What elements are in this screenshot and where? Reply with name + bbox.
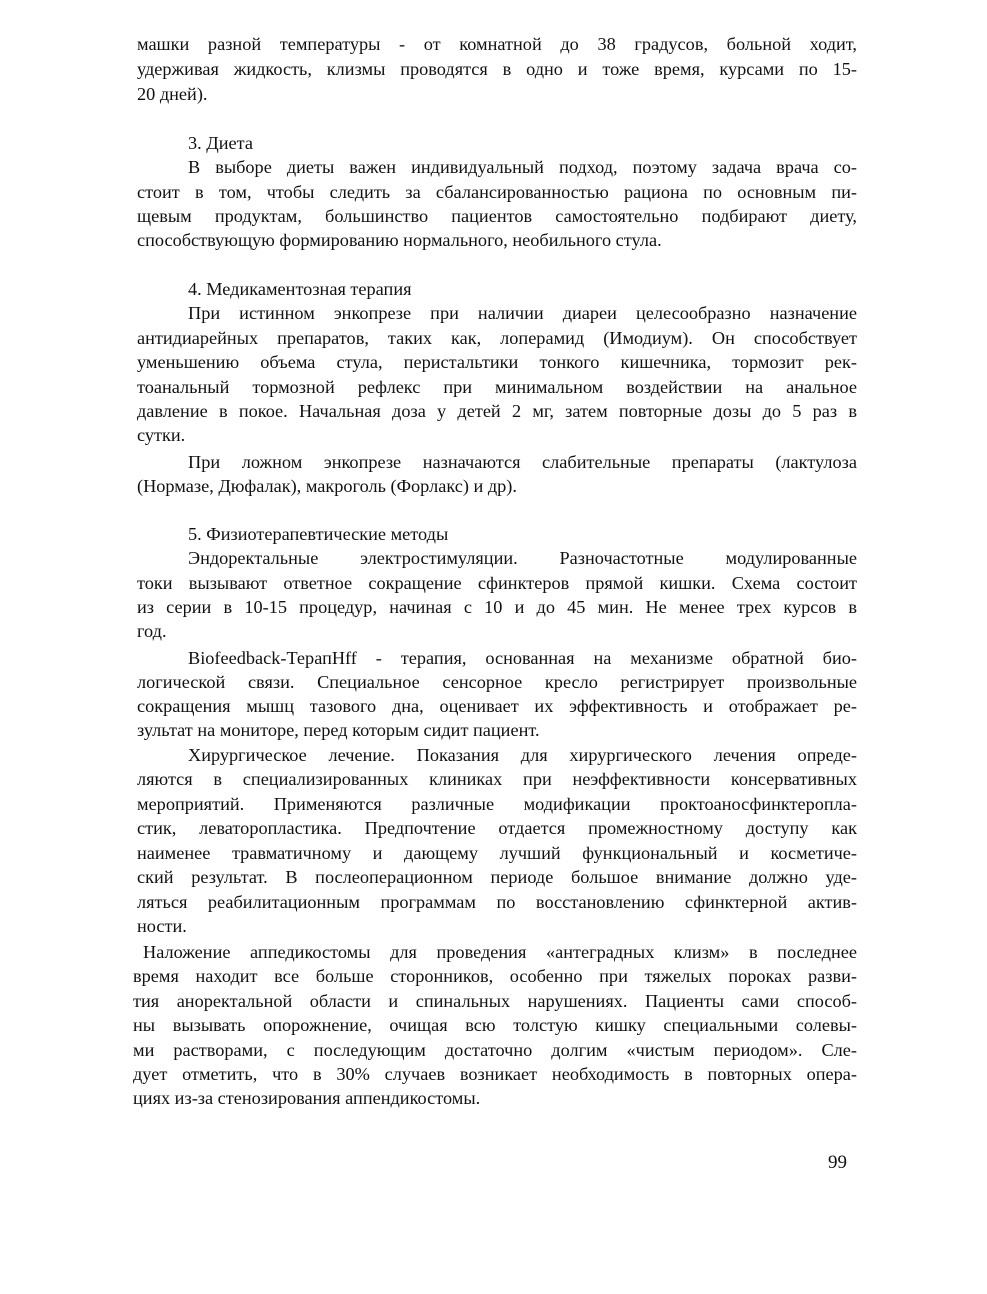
text-line: год. [137,621,167,641]
text-line: антидиарейных препаратов, таких как, лоперамид (Имодиум). Он способствует [137,328,857,348]
page-number: 99 [828,1152,847,1173]
text-line: давление в покое. Начальная доза у детей 2 мг, затем повторные дозы до 5 раз в [137,401,857,421]
text-line: время находит все больше сторонников, особенно при тяжелых пороках разви- [133,966,857,986]
text-line: машки разной температуры - от комнатной до 38 градусов, больной ходит, [137,34,857,54]
text-line: стоит в том, чтобы следить за сбалансированностью рациона по основным пи- [137,182,857,202]
text-line: ны вызывать опорожнение, очищая всю толстую кишку специальными солевы- [133,1015,857,1035]
text-line: щевым продуктам, большинство пациентов самостоятельно подбирают диету, [137,206,857,226]
text-line: 20 дней). [137,84,208,104]
text-line: Наложение аппедикостомы для проведения «антеградных клизм» в последнее [143,942,857,962]
text-line: При ложном энкопрезе назначаются слабительные препараты (лактулоза [188,452,857,472]
text-line: (Нормазе, Дюфалак), макроголь (Форлакс) и др). [137,476,517,496]
text-line: Эндоректальные электростимуляции. Разночастотные модулированные [188,548,857,568]
section-heading: 4. Медикаментозная терапия [188,279,412,299]
text-line: из серии в 10-15 процедур, начиная с 10 и до 45 мин. Не менее трех курсов в [137,597,857,617]
text-line: уменьшению объема стула, перистальтики тонкого кишечника, тормозит рек- [137,352,857,372]
text-line: ляться реабилитационным программам по восстановлению сфинктерной актив- [137,892,857,912]
text-line: токи вызывают ответное сокращение сфинктеров прямой кишки. Схема состоит [137,573,857,593]
section-heading: 5. Физиотерапевтические методы [188,524,449,544]
text-line: ми растворами, с последующим достаточно долгим «чистым периодом». Сле- [133,1040,857,1060]
text-line: При истинном энкопрезе при наличии диареи целесообразно назначение [188,303,857,323]
text-line: Хирургическое лечение. Показания для хирургического лечения опреде- [188,745,857,765]
text-line: логической связи. Специальное сенсорное кресло регистрирует произвольные [137,672,857,692]
text-line: способствующую формированию нормального, необильного стула. [137,230,662,250]
text-line: ляются в специализированных клиниках при неэффективности консервативных [137,769,857,789]
section-heading: 3. Диета [188,133,253,153]
text-line: тия аноректальной области и спинальных нарушениях. Пациенты сами способ- [133,991,857,1011]
text-line: зультат на мониторе, перед которым сидит пациент. [137,720,540,740]
text-line: дует отметить, что в 30% случаев возникает необходимость в повторных опера- [133,1064,857,1084]
text-line: В выборе диеты важен индивидуальный подход, поэтому задача врача со- [188,157,857,177]
text-line: удерживая жидкость, клизмы проводятся в одно и тоже время, курсами по 15- [137,59,857,79]
text-line: сокращения мышц тазового дна, оценивает их эффективность и отображает ре- [137,696,857,716]
text-line: наименее травматичному и дающему лучший функциональный и косметиче- [137,843,857,863]
text-line: сутки. [137,425,186,445]
text-line: мероприятий. Применяются различные модификации проктоаносфинктеропла- [137,794,857,814]
text-line: стик, леваторопластика. Предпочтение отдается промежностному доступу как [137,818,857,838]
text-line: циях из-за стенозирования аппендикостомы. [133,1088,481,1108]
text-line: тоанальный тормозной рефлекс при минимальном воздействии на анальное [137,377,857,397]
text-line: Biofeedback-ТерапНff - терапия, основанная на механизме обратной био- [188,648,857,668]
text-line: ский результат. В послеоперационном периоде большое внимание должно уде- [137,867,857,887]
text-line: ности. [137,916,187,936]
